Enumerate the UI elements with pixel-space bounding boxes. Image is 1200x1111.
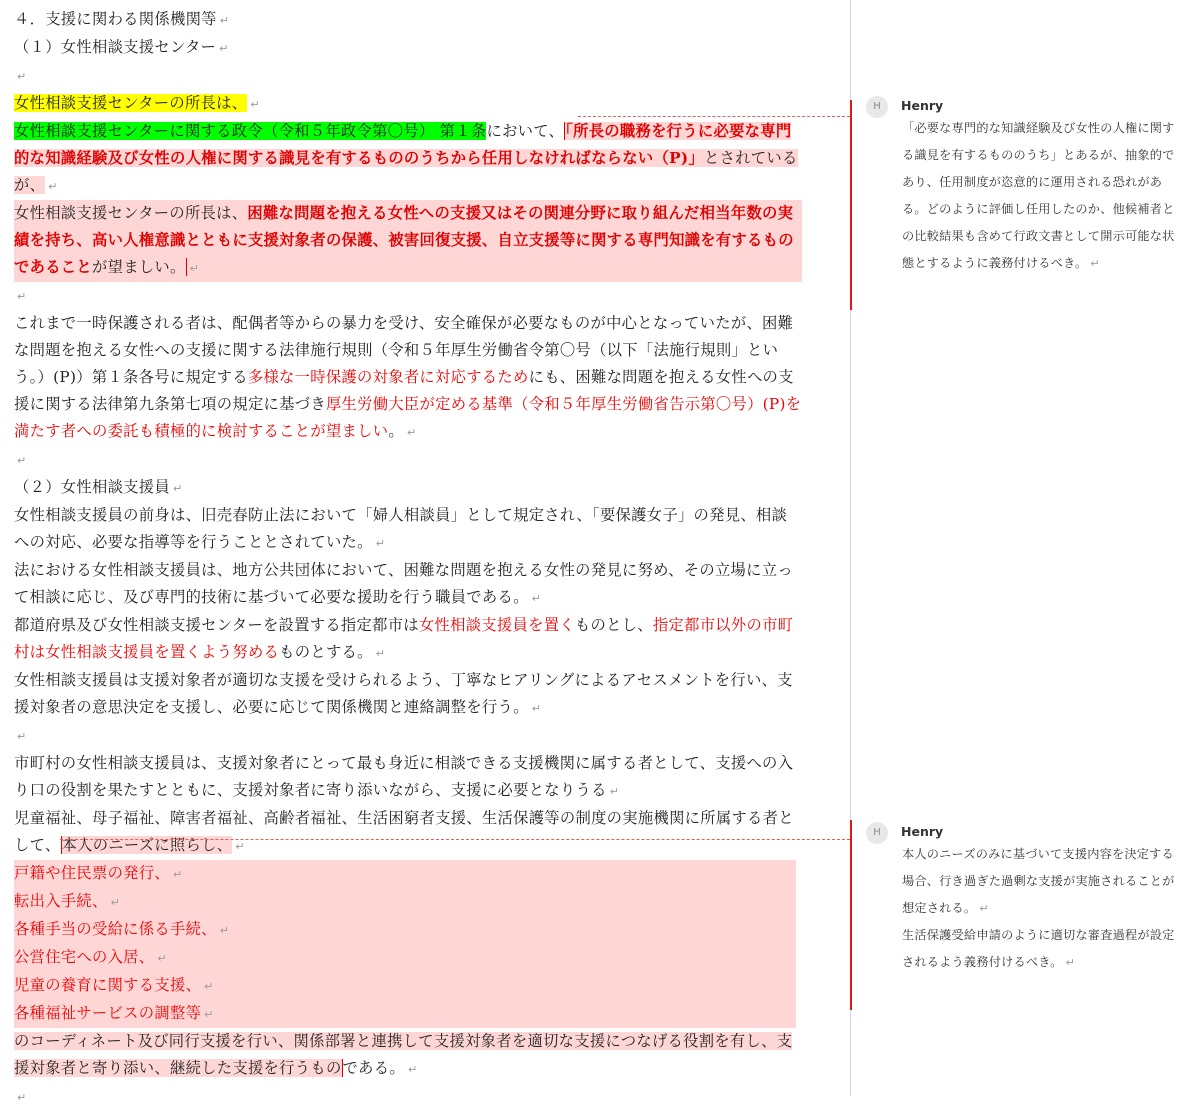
paragraph-coordination: のコーディネート及び同行支援を行い、関係部署と連携して支援対象者を適切な支援につなげる役割を有し、支援対象者と寄り添い、継続した支援を行うものである。 ↵ xyxy=(14,1032,793,1077)
heading-subsection-1: （１）女性相談支援センター ↵ xyxy=(14,38,229,56)
paragraph-role: 女性相談支援員は支援対象者が適切な支援を受けられるよう、丁寧なヒアリングによるアセスメントを行い、支援対象者の意思決定を支援し、必要に応じて関係機関と連絡調整を行う。 ↵ xyxy=(14,671,793,716)
comment-bar-1 xyxy=(850,100,852,310)
paragraph-municipal: 市町村の女性相談支援員は、支援対象者にとって最も身近に相談できる支援機関に属する者として、支援への入り口の役割を果たすとともに、支援対象者に寄り添いながら、支援に必要となりうる ↵ xyxy=(14,754,794,799)
procedure-list xyxy=(14,860,802,1028)
list-item: 各種福祉サービスの調整等 ↵ xyxy=(14,1000,802,1028)
list-item: 各種手当の受給に係る手続、 ↵ xyxy=(14,916,802,944)
comment-connector-2 xyxy=(60,839,850,840)
red-text: 多様な一時保護の対象者に対応するため xyxy=(247,368,529,386)
avatar: H xyxy=(866,96,888,118)
paragraph-temporary-protection: これまで一時保護される者は、配偶者等からの暴力を受け、安全確保が必要なものが中心となっていたが、困難な問題を抱える女性への支援に関する法律施行規則（令和５年厚生労働省令第〇号（以下「法施行規則」という。）(P)）第１条各号に規定する多様な一時保護の対象者に対応するためにも、困難な問題を抱える女性への支援に関する法律第九条第七項の規定に基づき厚生労働大臣が定める基準（令和５年厚生労働省告示第〇号）(P)を満たす者への委託も積極的に検討することが望ましい。 ↵ xyxy=(14,314,802,440)
paragraph-director: 女性相談支援センターの所長は、 ↵ xyxy=(14,94,260,112)
red-text: 厚生労働大臣が定める基準（令和５年厚生労働省告示第〇号）(P)を満たす者への委託も積極的に検討することが望ましい xyxy=(14,395,802,440)
paragraph-history: 女性相談支援員の前身は、旧売春防止法において「婦人相談員」として規定され、「要保護女子」の発見、相談への対応、必要な指導等を行うこととされていた。 ↵ xyxy=(14,506,788,551)
list-item: 転出入手続、 ↵ xyxy=(14,888,802,916)
red-text: 指定都市以外の市町村は女性相談支援員を置くよう努める xyxy=(14,616,794,661)
paragraph-director-qualification: 女性相談支援センターの所長は、困難な問題を抱える女性への支援又はその関連分野に取り組んだ相当年数の実績を持ち、高い人権意識とともに支援対象者の保護、被害回復支援、自立支援等に関する専門知識を有するものであることが望ましい。 ↵ xyxy=(14,200,802,282)
highlight-green: 女性相談支援センターに関する政令（令和５年政令第〇号） 第１条 xyxy=(14,122,487,140)
comment-anchor-2-text[interactable]: 本人のニーズに照らし、 xyxy=(61,836,233,854)
comment-balloon-1[interactable] xyxy=(866,96,1186,286)
paragraph-ordinance: 女性相談支援センターに関する政令（令和５年政令第〇号） 第１条において、「所長の職務を行うに必要な専門的な知識経験及び女性の人権に関する識見を有するもののうちから任用しなければならない（P)」とされているが、 ↵ xyxy=(14,122,798,194)
list-item: 公営住宅への入居、 ↵ xyxy=(14,944,802,972)
paragraph-institutions: 児童福祉、母子福祉、障害者福祉、高齢者福祉、生活困窮者支援、生活保護等の制度の実施機関に所属する者として、本人のニーズに照らし、 ↵ xyxy=(14,809,794,854)
list-item: 児童の養育に関する支援、 ↵ xyxy=(14,972,802,1000)
red-bold-text: 困難な問題を抱える女性への支援又はその関連分野に取り組んだ相当年数の実績を持ち、高い人権意識とともに支援対象者の保護、被害回復支援、自立支援等に関する専門知識を有するものであること xyxy=(14,204,794,276)
document-body[interactable] xyxy=(14,6,802,1111)
empty-paragraph: ↵ xyxy=(17,454,27,467)
empty-paragraph: ↵ xyxy=(17,70,27,83)
paragraph-placement: 都道府県及び女性相談支援センターを設置する指定都市は女性相談支援員を置くものとし、指定都市以外の市町村は女性相談支援員を置くよう努めるものとする。 ↵ xyxy=(14,616,794,661)
highlight-yellow: 女性相談支援センターの所長は、 xyxy=(14,94,248,112)
heading-subsection-2: （２）女性相談支援員 ↵ xyxy=(14,478,183,496)
comment-balloon-2[interactable] xyxy=(866,822,1186,982)
list-item: 戸籍や住民票の発行、 ↵ xyxy=(14,860,802,888)
comment-author: Henry xyxy=(901,824,944,839)
comment-author: Henry xyxy=(901,98,944,113)
empty-paragraph: ↵ xyxy=(17,290,27,303)
comment-text: 「必要な専門的な知識経験及び女性の人権に関する識見を有するもののうち」とあるが、抽象的であり、任用制度が恣意的に運用される恐れがある。どのように評価し任用したのか、他候補者との比較結果も含めて行政文書として開示可能な状態とするように義務付けるべき。 ↵ xyxy=(902,121,1175,270)
empty-paragraph: ↵ xyxy=(17,730,27,743)
paragraph-definition: 法における女性相談支援員は、地方公共団体において、困難な問題を抱える女性の発見に努め、その立場に立って相談に応じ、及び専門的技術に基づいて必要な援助を行う職員である。 ↵ xyxy=(14,561,793,606)
comment-connector-1 xyxy=(578,116,850,117)
comment-text: 本人のニーズのみに基づいて支援内容を決定する場合、行き過ぎた過剰な支援が実施されることが想定される。 ↵ 生活保護受給申請のように適切な審査過程が設定されるよう義務付けるべき。 ↵ xyxy=(902,847,1175,969)
comment-bar-2 xyxy=(850,820,852,1010)
red-text: 女性相談支援員を置く xyxy=(418,616,575,634)
heading-section-4: ４．支援に関わる関係機関等 ↵ xyxy=(14,10,230,28)
comment-anchor-1-text[interactable]: 「所長の職務を行うに必要な専門的な知識経験及び女性の人権に関する識見を有するもののうちから任用しなければならない（P)」 xyxy=(14,122,792,167)
empty-paragraph: ↵ xyxy=(17,1091,27,1104)
avatar: H xyxy=(866,822,888,844)
